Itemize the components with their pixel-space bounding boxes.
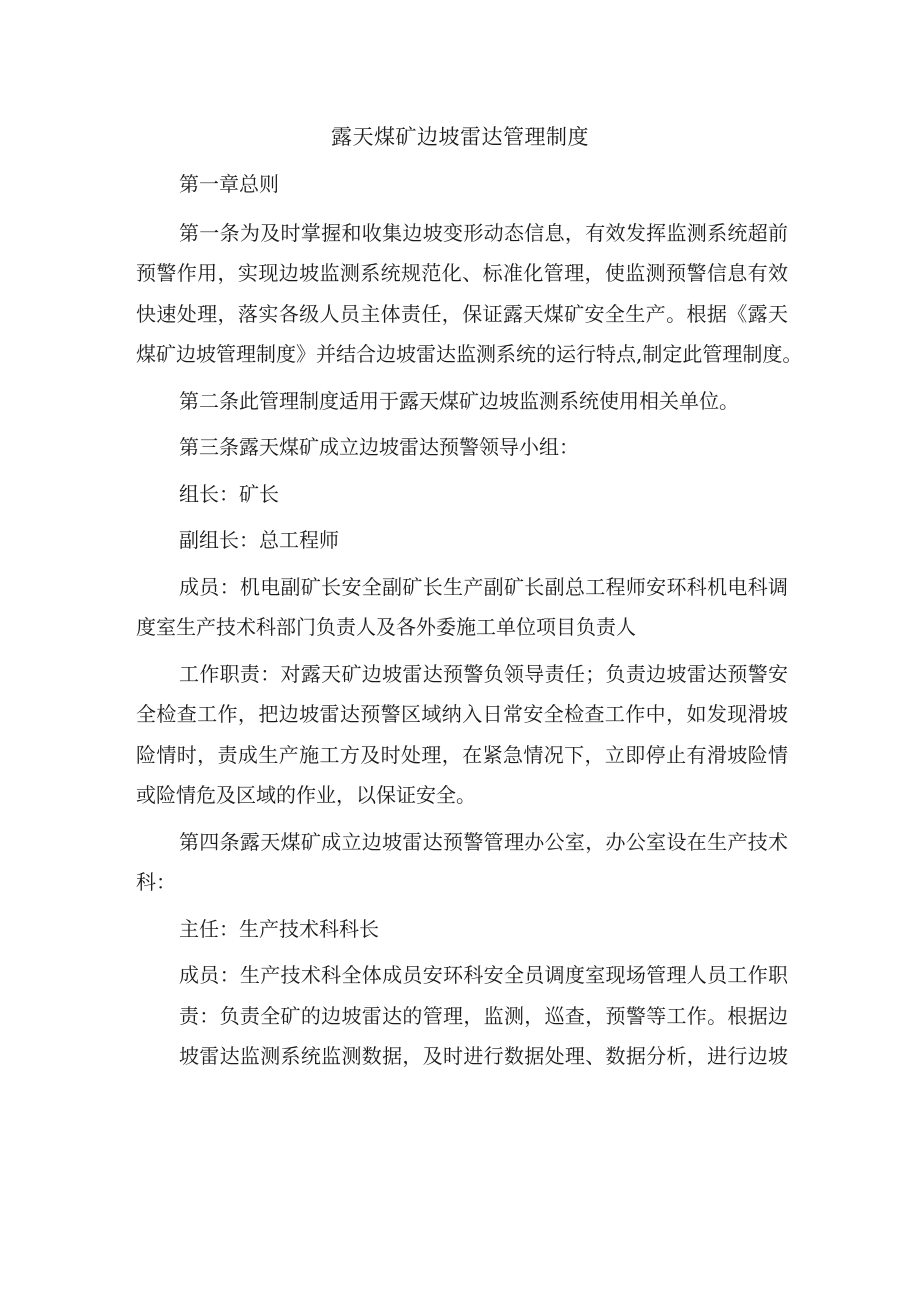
paragraph-line: 成员：机电副矿长安全副矿长生产副矿长副总工程师安环科机电科调	[179, 574, 788, 599]
paragraph-line: 快速处理，落实各级人员主体责任，保证露天煤矿安全生产。根据《露天	[136, 301, 788, 326]
paragraph-line: 责：负责全矿的边坡雷达的管理，监测，巡查，预警等工作。根据边	[179, 1003, 788, 1028]
article-3-paragraph: 第三条露天煤矿成立边坡雷达预警领导小组：	[179, 435, 579, 459]
deputy-leader-line: 副组长：总工程师	[179, 528, 339, 552]
paragraph-line: 第一条为及时掌握和收集边坡变形动态信息，有效发挥监测系统超前	[179, 220, 788, 245]
article-1-paragraph	[136, 213, 803, 375]
office-members-paragraph	[136, 955, 788, 1077]
paragraph-line: 或险情危及区域的作业，以保证安全。	[136, 783, 476, 807]
document-body	[136, 164, 803, 1077]
paragraph-line: 险情时，责成生产施工方及时处理，在紧急情况下，立即停止有滑坡险情	[136, 742, 788, 767]
article-2-paragraph: 第二条此管理制度适用于露天煤矿边坡监测系统使用相关单位。	[179, 388, 739, 413]
paragraph-line: 坡雷达监测系统监测数据，及时进行数据处理、数据分析，进行边坡	[179, 1044, 788, 1068]
paragraph-line: 煤矿边坡管理制度》并结合边坡雷达监测系统的运行特点,制定此管理制度。	[136, 342, 803, 366]
paragraph-line: 全检查工作，把边坡雷达预警区域纳入日常安全检查工作中，如发现滑坡	[136, 702, 788, 726]
leader-line: 组长：矿长	[179, 481, 279, 506]
members-paragraph	[136, 567, 788, 648]
paragraph-line: 预警作用，实现边坡监测系统规范化、标准化管理，使监测预警信息有效	[136, 261, 788, 285]
paragraph-line: 科：	[136, 870, 176, 894]
paragraph-line: 成员：生产技术科全体成员安环科安全员调度室现场管理人员工作职	[179, 963, 788, 987]
director-line: 主任：生产技术科科长	[179, 916, 379, 941]
document-title: 露天煤矿边坡雷达管理制度	[331, 125, 589, 149]
paragraph-line: 工作职责：对露天矿边坡雷达预警负领导责任；负责边坡雷达预警安	[179, 661, 788, 686]
paragraph-line: 第四条露天煤矿成立边坡雷达预警管理办公室，办公室设在生产技术	[179, 829, 788, 854]
duties-paragraph	[136, 654, 788, 816]
article-4-paragraph	[136, 822, 788, 903]
chapter-heading: 第一章总则	[179, 172, 279, 196]
paragraph-line: 度室生产技术科部门负责人及各外委施工单位项目负责人	[136, 615, 636, 639]
